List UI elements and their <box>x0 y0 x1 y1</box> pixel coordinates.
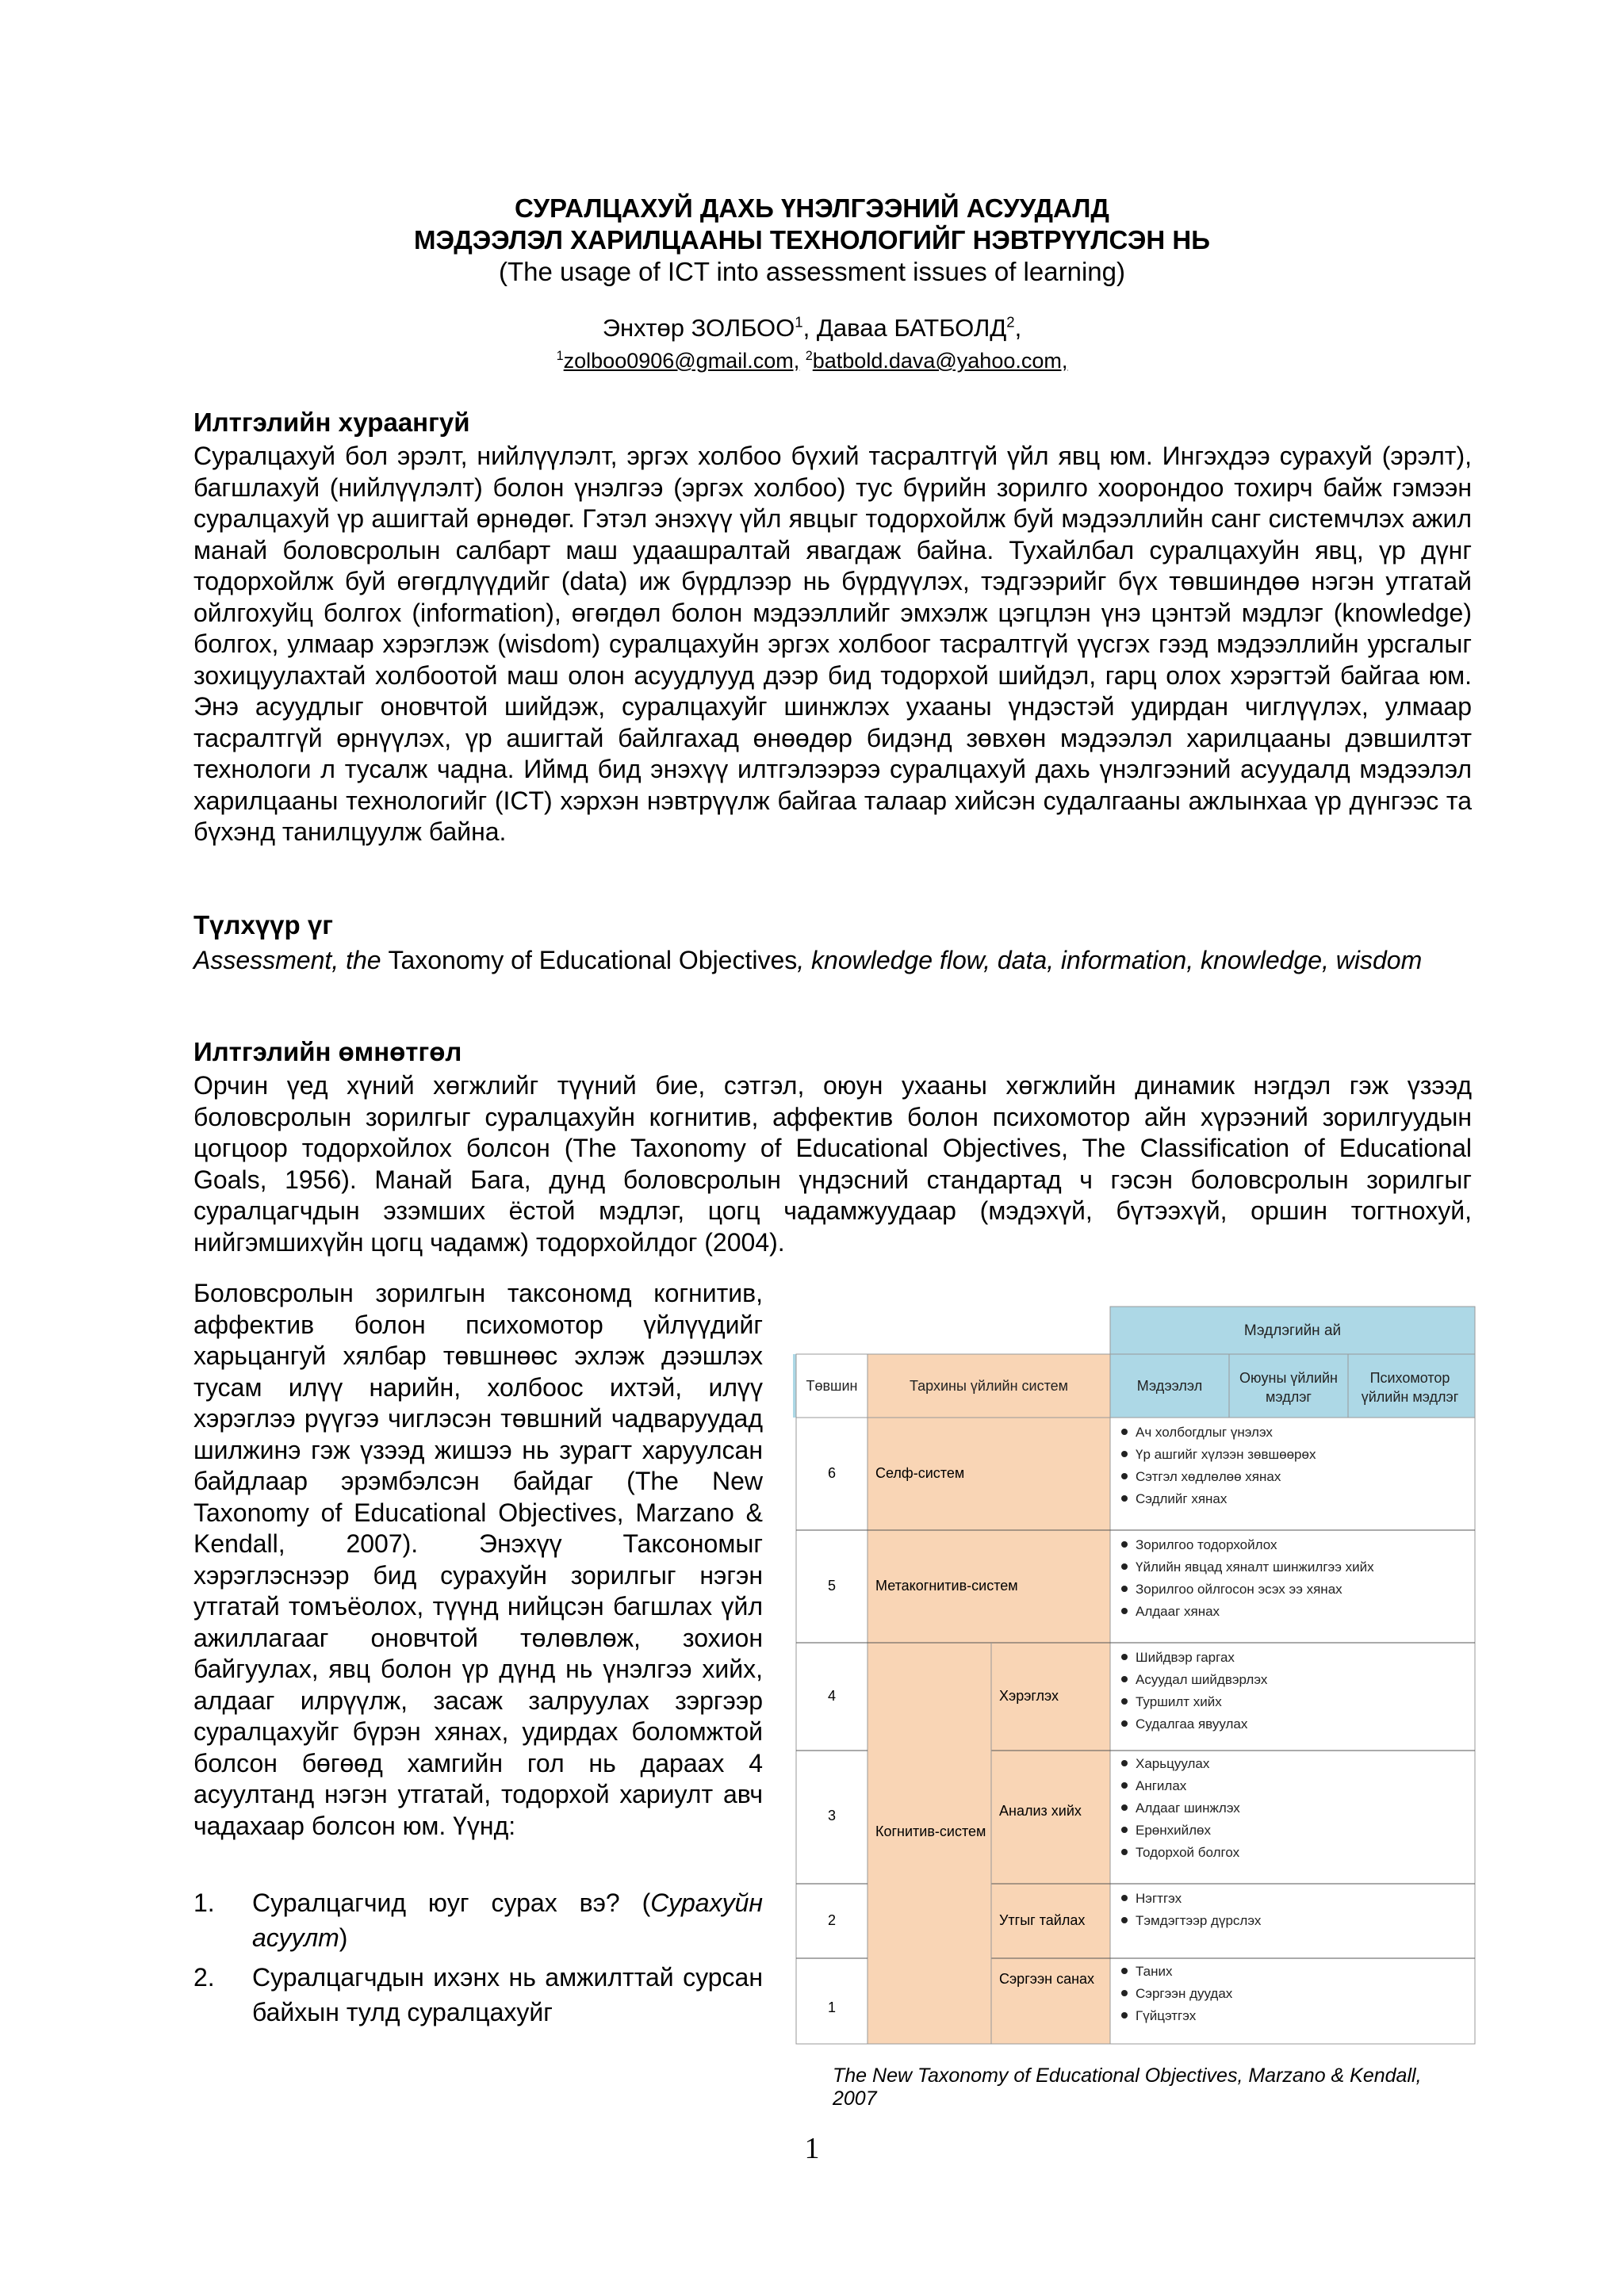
system-cognitive: Когнитив-систем <box>875 1823 986 1839</box>
email-1-sup: 1 <box>556 349 564 363</box>
bullet-text: Сэргээн дуудах <box>1136 1986 1233 2001</box>
authors <box>0 314 1624 342</box>
list-num: 1. <box>193 1888 215 1917</box>
bullet-dot <box>1121 1495 1128 1502</box>
list-item <box>193 1960 763 2030</box>
bullet-text: Ач холбогдлыг үнэлэх <box>1136 1425 1273 1440</box>
bullet-text: Үйлийн явцад хяналт шинжилгээ хийх <box>1136 1559 1374 1575</box>
list-end: ) <box>339 1923 348 1952</box>
list-italic: Сурахуйн асуулт <box>252 1888 763 1952</box>
author-2: Даваа БАТБОЛД <box>816 314 1007 342</box>
bullet-text: Алдааг хянах <box>1136 1604 1220 1619</box>
bullet-dot <box>1121 1782 1128 1789</box>
intro-para2: Боловсролын зорилгын таксономд когнитив, аффектив болон психомотор үйлүүдийг харьцангуй хялбар төвшнөөс эхлэж дээшлэх тусам илүү нарийн, холбоос ихтэй, илүү хэрэглээ рүүгээ чиглэсэн төвшний чадваруудад шилжинэ гэж үзээд жишээ нь зурагт харуулсан байдлаар эрэмбэлсэн байдаг (The New Taxonomy of Educational Objectives, Marzano & Kendall, 2007). Энэхүү Таксономыг хэрэглэснээр бид сурахуйн зорилгыг нэгэн утгатай томъёолох, түүнд нийцсэн багшлах үйл ажиллагааг оновчтой төлөвлөж, зохион байгуулах, явц болон үр дүнд нь үнэлгээ хийх, алдааг илрүүлж, засаж залруулах зэргээр суралцахуйг бүрэн хянах, удирдах боломжтой болсон бөгөөд хамгийн гол нь дараах 4 асуултанд нэгэн утгатай, тодорхой хариулт авч чадахаар болсон юм. Үүнд: <box>193 1279 763 1840</box>
bullet-dot <box>1121 1451 1128 1457</box>
bullet-text: Тодорхой болгох <box>1136 1845 1240 1860</box>
taxonomy-table <box>793 1300 1477 2061</box>
bullet-dot <box>1121 1586 1128 1592</box>
author-2-sup: 2 <box>1006 313 1015 331</box>
bullet-text: Зорилгоо тодорхойлох <box>1136 1537 1277 1552</box>
page-number: 1 <box>804 2132 820 2165</box>
system-col-label: Тархины үйлийн систем <box>909 1378 1069 1394</box>
bullet-dot <box>1121 1968 1128 1974</box>
bullet-text: Сэтгэл хөдлөлөө хянах <box>1136 1469 1281 1484</box>
bullet-text: Нэгтгэх <box>1136 1891 1182 1906</box>
author-trail: , <box>1014 314 1022 342</box>
bullet-text: Зорилгоо ойлгосон эсэх ээ хянах <box>1136 1582 1342 1597</box>
bullet-dot <box>1121 1990 1128 1996</box>
keywords-heading: Түлхүүр үг <box>193 910 333 939</box>
abstract-heading: Илтгэлийн хураангуй <box>193 408 470 437</box>
level-1: 1 <box>827 1999 837 2015</box>
title-english: (The usage of ICT into assessment issues of learning) <box>499 257 1125 286</box>
bullet-dot <box>1121 2012 1128 2019</box>
system-retrieval: Сэргээн санах <box>999 1971 1095 1987</box>
author-sep: , <box>802 314 817 342</box>
email-1-link[interactable]: zolboo0906@gmail.com, <box>563 349 800 373</box>
list-num: 2. <box>193 1963 215 1992</box>
bullet-dot <box>1121 1654 1128 1660</box>
bullet-text: Тэмдэгтээр дүрслэх <box>1136 1913 1262 1928</box>
keywords-part2: Taxonomy of Educational Objectives <box>388 946 798 974</box>
level-column <box>796 1418 868 2044</box>
bullet-text: Судалгаа явуулах <box>1136 1716 1248 1732</box>
system-comprehension: Утгыг тайлах <box>999 1912 1086 1928</box>
knowledge-domain-label: Мэдлэгийн ай <box>1243 1322 1342 1339</box>
figure-caption: The New Taxonomy of Educational Objectives, Marzano & Kendall, 2007 <box>833 2064 1422 2110</box>
level-3: 3 <box>827 1808 837 1823</box>
title-line1: СУРАЛЦАХУЙ ДАХЬ ҮНЭЛГЭЭНИЙ АСУУДАЛД <box>515 193 1109 223</box>
bullet-dot <box>1121 1473 1128 1479</box>
keywords-part3: , knowledge flow, data, information, knowledge, wisdom <box>797 946 1423 974</box>
keywords-text <box>193 945 1472 977</box>
bullet-dot <box>1121 1608 1128 1614</box>
bullet-dot <box>1121 1698 1128 1705</box>
bullet-dot <box>1121 1804 1128 1811</box>
bullet-dot <box>1121 1720 1128 1727</box>
system-use: Хэрэглэх <box>999 1688 1059 1704</box>
bullet-dot <box>1121 1917 1128 1923</box>
intro-heading: Илтгэлийн өмнөтгөл <box>193 1037 462 1066</box>
system-meta: Метакогнитив-систем <box>875 1578 1018 1594</box>
title-line2: МЭДЭЭЛЭЛ ХАРИЛЦААНЫ ТЕХНОЛОГИЙГ НЭВТРҮҮЛСЭН НЬ <box>414 225 1210 254</box>
bullet-text: Шийдвэр гаргах <box>1136 1650 1235 1665</box>
author-1-sup: 1 <box>795 313 803 331</box>
level-col-label: Төвшин <box>806 1378 858 1394</box>
psycho-col-label-1: Психомотор <box>1369 1370 1450 1386</box>
question-list <box>193 1885 763 2034</box>
abstract-text: Суралцахуй бол эрэлт, нийлүүлэлт, эргэх холбоо бүхий тасралтгүй үйл явц юм. Ингэхдээ сурахуй (эрэлт), багшлахуй (нийлүүлэлт) болон үнэлгээ (эргэх холбоо) тус бүрийн зорилго хоорондоо тохирч байж гэмээн суралцахуй үр ашигтай өрнөдөг. Гэтэл энэхүү үйл явцыг тодорхойлж буй мэдээллийн санг системчлэх ажил манай боловсролын салбарт маш удаашралтай явагдаж байна. Тухайлбал суралцахуйн явц, үр дүнг тодорхойлж буй өгөгдлүүдийг (data) иж бүрдлээр нь бүрдүүлэх, тэдгээрийг бүх төвшиндөө нэгэн утгатай ойлгохуйц болгох (information), өгөгдөл болон мэдээллийг эмхэлж цэгцлэн үнэ цэнтэй мэдлэг (knowledge) болгох, улмаар хэрэглэж (wisdom) суралцахуйн эргэх холбоог тасралтгүй үүсгэх гээд мэдээллийн урсгалыг зохицуулахтай холбоотой маш олон асуудлууд дээр бид тодорхой шийдэл, гарц олох хэрэгтэй байгаа юм. Энэ асуудлыг оновчтой шийдэж, суралцахуйг шинжлэх ухааны үндэстэй удирдан чиглүүлэх, улмаар тасралтгүй өрнүүлэх, үр ашигтай байлгахад өнөөдөр бидэнд зөвхөн мэдээлэл харилцааны дэвшилтэт технологи л тусалж чадна. Иймд бид энэхүү илтгэлээрээ суралцахуй дахь үнэлгээний асуудалд мэдээлэл харилцааны технологийг (ICT) хэрхэн нэвтрүүлж байгаа талаар хийсэн судалгааны ажлынхаа үр дүнгээс та бүхэнд танилцуулж байна. <box>193 442 1472 846</box>
emails <box>0 349 1624 373</box>
list-text: Суралцагчдын ихэнх нь амжилттай сурсан байхын тулд суралцахуйг <box>252 1963 763 2026</box>
bullet-dot <box>1121 1429 1128 1435</box>
system-analysis: Анализ хийх <box>999 1803 1082 1819</box>
bullet-dot <box>1121 1760 1128 1766</box>
system-column <box>868 1418 1110 2044</box>
bullet-text: Асуудал шийдвэрлэх <box>1136 1672 1268 1687</box>
author-1: Энхтөр ЗОЛБОО <box>602 314 795 342</box>
bullet-dot <box>1121 1541 1128 1548</box>
bullet-text: Харьцуулах <box>1136 1756 1210 1771</box>
bullet-dot <box>1121 1849 1128 1855</box>
email-2-link[interactable]: batbold.dava@yahoo.com, <box>812 349 1068 373</box>
level-6: 6 <box>827 1465 837 1481</box>
level-5: 5 <box>827 1578 837 1594</box>
bullet-dot <box>1121 1563 1128 1570</box>
bullet-dot <box>1121 1827 1128 1833</box>
system-self: Селф-систем <box>875 1465 965 1481</box>
level-2: 2 <box>827 1912 837 1928</box>
email-2-sup: 2 <box>805 349 813 363</box>
list-item <box>193 1885 763 1955</box>
taxonomy-figure <box>793 1300 1477 2117</box>
level-4: 4 <box>827 1688 837 1704</box>
bullet-text: Ерөнхийлөх <box>1136 1823 1212 1838</box>
psycho-col-label-2: үйлийн мэдлэг <box>1361 1389 1459 1405</box>
bullet-text: Гүйцэтгэх <box>1136 2008 1197 2023</box>
bullet-text: Үр ашгийг хүлээн зөвшөөрөх <box>1136 1447 1316 1462</box>
bullet-text: Алдааг шинжлэх <box>1136 1800 1240 1816</box>
bullet-text: Таних <box>1136 1964 1173 1979</box>
info-col-label: Мэдээлэл <box>1136 1378 1203 1394</box>
intro-para1: Орчин үед хүний хөгжлийг түүний бие, сэтгэл, оюун ухааны хөгжлийн динамик нэгдэл гэж үзээд боловсролын зорилгыг суралцахуйн когнитив, аффектив болон психомотор айн хүрээний зорилгуудын цогцоор тодорхойлох болсон (The Taxonomy of Educational Objectives, The Classification of Educational Goals, 1956). Манай Бага, дунд боловсролын үндэсний стандартад ч гэсэн боловсролын зорилгыг суралцагчдын эзэмших ёстой мэдлэг, цогц чадамжуудаар (мэдэхүй, бүтээхүй, оршин тогтнохуй, нийгэмшихүйн цогц чадамж) тодорхойлдог (2004). <box>193 1071 1472 1257</box>
keywords-part1: Assessment, the <box>193 946 389 974</box>
list-text: Суралцагчид юуг сурах вэ? ( <box>252 1888 651 1917</box>
bullet-text: Туршилт хийх <box>1136 1694 1222 1709</box>
bullet-dot <box>1121 1895 1128 1901</box>
mental-col-label-2: мэдлэг <box>1266 1389 1312 1405</box>
bullet-text: Ангилах <box>1136 1778 1187 1793</box>
mental-col-label-1: Оюуны үйлийн <box>1239 1370 1338 1386</box>
bullet-text: Сэдлийг хянах <box>1136 1491 1228 1506</box>
bullet-dot <box>1121 1676 1128 1682</box>
